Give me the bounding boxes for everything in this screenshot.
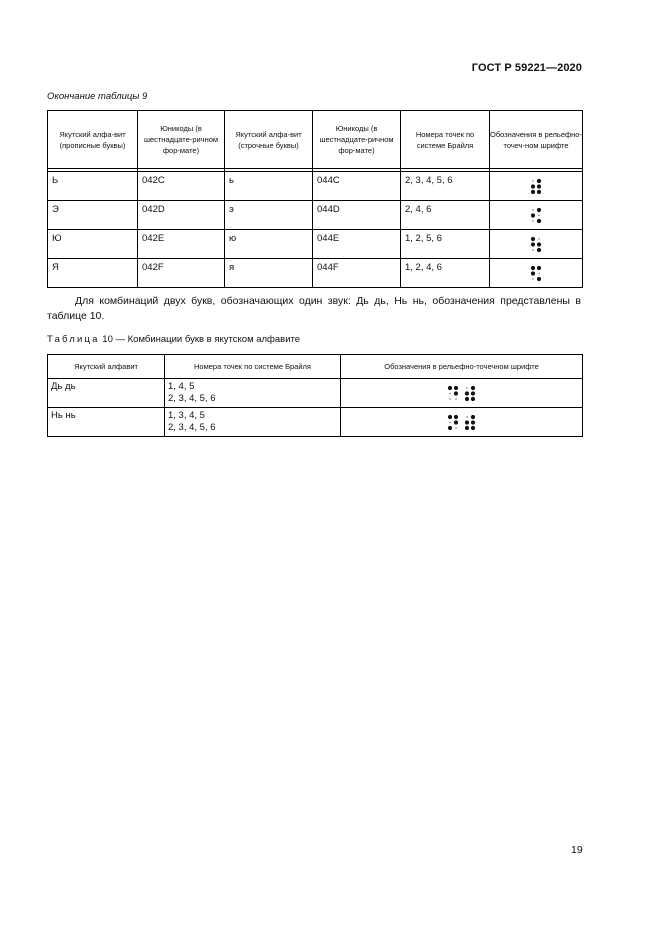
braille-symbol xyxy=(490,201,583,230)
braille-cell xyxy=(464,385,476,402)
lower-unicode: 044F xyxy=(313,259,401,288)
braille-dot-raised xyxy=(454,420,458,424)
upper-unicode: 042E xyxy=(138,230,225,259)
braille-dot-raised xyxy=(471,391,475,395)
header-lower-unicode: Юникоды (в шестнадцате-ричном фор-мате) xyxy=(313,111,401,169)
braille-dot-raised xyxy=(465,425,469,429)
braille-dot-empty xyxy=(532,278,533,279)
header-lower-letters: Якутский алфа-вит (строчные буквы) xyxy=(225,111,313,169)
braille-cell xyxy=(530,207,542,224)
braille-dot-empty xyxy=(538,238,539,239)
braille-dot-empty xyxy=(532,220,533,221)
page-number: 19 xyxy=(571,844,583,856)
table-row xyxy=(48,201,583,230)
braille-dot-raised xyxy=(531,236,535,240)
letter-combination: Дь дь xyxy=(48,379,165,408)
dots-line: 2, 3, 4, 5, 6 xyxy=(168,421,216,433)
upper-unicode: 042F xyxy=(138,259,225,288)
braille-dot-empty xyxy=(532,180,533,181)
table10-header-row xyxy=(48,355,583,379)
table9-header-row xyxy=(48,111,583,169)
header-braille-symbols: Обозначения в рельефно-точеч-ном шрифте xyxy=(490,111,583,169)
header-braille-dots: Номера точек по системе Брайля xyxy=(401,111,490,169)
braille-dot-raised xyxy=(531,189,535,193)
table-row xyxy=(48,259,583,288)
lower-unicode: 044C xyxy=(313,172,401,201)
braille-dot-raised xyxy=(531,184,535,188)
braille-dot-numbers: 1, 2, 5, 6 xyxy=(401,230,490,259)
braille-dot-raised xyxy=(537,247,541,251)
braille-dot-empty xyxy=(532,249,533,250)
letter-combination: Нь нь xyxy=(48,408,165,437)
body-paragraph: Для комбинаций двух букв, обозначающих один звук: Дь дь, Нь нь, обозначения представлены в таблице 10. xyxy=(47,295,581,322)
braille-dot-empty xyxy=(449,392,450,393)
braille-dot-empty xyxy=(466,387,467,388)
braille-dot-raised xyxy=(471,425,475,429)
braille-dot-empty xyxy=(449,398,450,399)
braille-cell xyxy=(464,414,476,431)
lower-letter: ь xyxy=(225,172,313,201)
braille-dot-empty xyxy=(538,214,539,215)
table10-caption-label: Таблица xyxy=(47,334,100,345)
braille-dot-raised xyxy=(465,391,469,395)
dots-line: 1, 4, 5 xyxy=(168,381,195,392)
table10-caption xyxy=(47,334,300,345)
braille-dot-raised xyxy=(454,414,458,418)
braille-dot-empty xyxy=(455,398,456,399)
braille-symbol xyxy=(341,379,583,408)
table-row xyxy=(48,172,583,201)
braille-symbol xyxy=(490,230,583,259)
braille-dot-numbers: 2, 3, 4, 5, 6 xyxy=(401,172,490,201)
upper-letter: Э xyxy=(48,201,138,230)
header-braille-symbols: Обозначения в рельефно-точечном шрифте xyxy=(341,355,583,379)
braille-cell xyxy=(530,265,542,282)
braille-dot-raised xyxy=(531,213,535,217)
braille-dot-raised xyxy=(537,218,541,222)
table9 xyxy=(47,110,583,288)
braille-dot-raised xyxy=(448,425,452,429)
braille-dot-raised xyxy=(537,242,541,246)
lower-letter: я xyxy=(225,259,313,288)
braille-dot-raised xyxy=(454,391,458,395)
braille-dot-raised xyxy=(454,385,458,389)
braille-symbol xyxy=(341,408,583,437)
braille-dot-raised xyxy=(537,265,541,269)
braille-dot-empty xyxy=(449,421,450,422)
braille-dot-numbers: 1, 2, 4, 6 xyxy=(401,259,490,288)
braille-dot-raised xyxy=(448,385,452,389)
braille-dot-raised xyxy=(471,396,475,400)
braille-dot-numbers xyxy=(165,408,341,437)
header-upper-letters: Якутский алфа-вит (прописные буквы) xyxy=(48,111,138,169)
braille-dot-numbers: 2, 4, 6 xyxy=(401,201,490,230)
lower-letter: э xyxy=(225,201,313,230)
braille-dot-empty xyxy=(455,427,456,428)
braille-dot-raised xyxy=(465,420,469,424)
dots-line: 1, 3, 4, 5 xyxy=(168,410,205,421)
braille-dot-empty xyxy=(532,209,533,210)
table9-caption: Окончание таблицы 9 xyxy=(47,91,148,102)
upper-unicode: 042C xyxy=(138,172,225,201)
braille-symbol xyxy=(490,259,583,288)
lower-letter: ю xyxy=(225,230,313,259)
braille-dot-raised xyxy=(465,396,469,400)
braille-cell xyxy=(447,385,459,402)
braille-dot-raised xyxy=(448,414,452,418)
braille-cell xyxy=(447,414,459,431)
braille-dot-raised xyxy=(471,420,475,424)
table-row xyxy=(48,379,583,408)
upper-unicode: 042D xyxy=(138,201,225,230)
braille-cell xyxy=(530,236,542,253)
table-row xyxy=(48,230,583,259)
braille-dot-raised xyxy=(537,184,541,188)
header-yakut-alphabet: Якутский алфавит xyxy=(48,355,165,379)
lower-unicode: 044D xyxy=(313,201,401,230)
braille-dot-raised xyxy=(531,271,535,275)
braille-dot-raised xyxy=(531,265,535,269)
table10-caption-text: 10 — Комбинации букв в якутском алфавите xyxy=(99,334,301,345)
table10 xyxy=(47,354,583,437)
braille-cell xyxy=(530,178,542,195)
braille-dot-raised xyxy=(537,276,541,280)
braille-dot-empty xyxy=(538,272,539,273)
braille-dot-empty xyxy=(466,416,467,417)
braille-dot-numbers xyxy=(165,379,341,408)
braille-dot-raised xyxy=(537,207,541,211)
upper-letter: Ю xyxy=(48,230,138,259)
braille-dot-raised xyxy=(471,414,475,418)
upper-letter: Я xyxy=(48,259,138,288)
table-row xyxy=(48,408,583,437)
document-code: ГОСТ Р 59221—2020 xyxy=(471,62,582,74)
braille-dot-raised xyxy=(537,189,541,193)
upper-letter: Ь xyxy=(48,172,138,201)
lower-unicode: 044E xyxy=(313,230,401,259)
braille-symbol xyxy=(490,172,583,201)
braille-dot-raised xyxy=(531,242,535,246)
header-braille-dots: Номера точек по системе Брайля xyxy=(165,355,341,379)
dots-line: 2, 3, 4, 5, 6 xyxy=(168,392,216,404)
header-upper-unicode: Юникоды (в шестнадцате-ричном фор-мате) xyxy=(138,111,225,169)
braille-dot-raised xyxy=(471,385,475,389)
braille-dot-raised xyxy=(537,178,541,182)
